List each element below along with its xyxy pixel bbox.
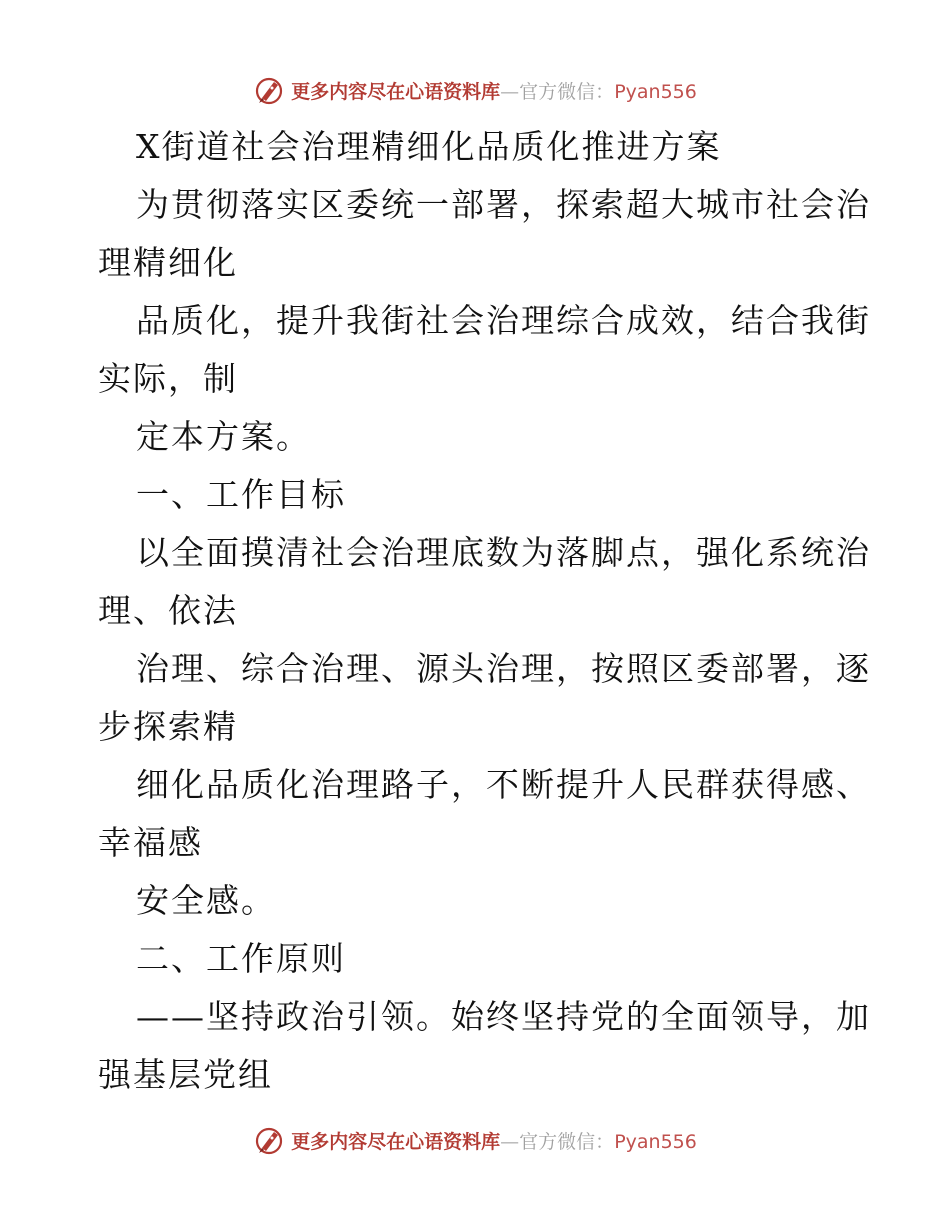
- banner-text: [291, 77, 697, 104]
- doc-line: 治理、综合治理、源头治理，按照区委部署，逐: [136, 649, 871, 688]
- doc-line: 理精细化: [98, 243, 238, 282]
- banner-text: [291, 1127, 697, 1154]
- banner-official-label: 官方微信：: [519, 1130, 615, 1153]
- doc-line: ——坚持政治引领。始终坚持党的全面领导，加: [136, 997, 871, 1036]
- banner-official-label: 官方微信：: [519, 80, 615, 103]
- doc-line: 细化品质化治理路子，不断提升人民群获得感、: [136, 765, 871, 804]
- doc-line: 强基层党组: [98, 1055, 273, 1094]
- pen-nib-logo-icon: [253, 74, 285, 106]
- doc-line: 理、依法: [98, 591, 238, 630]
- doc-line: 幸福感: [98, 823, 203, 862]
- doc-line: 定本方案。: [136, 417, 311, 456]
- doc-line: 以全面摸清社会治理底数为落脚点，强化系统治: [136, 533, 871, 572]
- banner-wechat-handle: Pyan556: [614, 1130, 697, 1153]
- pen-nib-logo-icon: [253, 1124, 285, 1156]
- banner-dash: —: [500, 1130, 520, 1153]
- section-heading-principles: 二、工作原则: [136, 939, 346, 978]
- doc-line: 步探索精: [98, 707, 238, 746]
- footer-banner: [0, 1120, 950, 1160]
- banner-dash: —: [500, 80, 520, 103]
- section-heading-goals: 一、工作目标: [136, 475, 346, 514]
- doc-line: 实际，制: [98, 359, 238, 398]
- banner-main-text: 更多内容尽在心语资料库: [291, 1130, 501, 1153]
- doc-line: 安全感。: [136, 881, 276, 920]
- doc-line: 为贯彻落实区委统一部署，探索超大城市社会治: [136, 185, 871, 224]
- doc-title: X街道社会治理精细化品质化推进方案: [136, 127, 722, 166]
- header-banner: [0, 70, 950, 110]
- banner-wechat-handle: Pyan556: [614, 80, 697, 103]
- doc-line: 品质化，提升我街社会治理综合成效，结合我街: [136, 301, 871, 340]
- banner-main-text: 更多内容尽在心语资料库: [291, 80, 501, 103]
